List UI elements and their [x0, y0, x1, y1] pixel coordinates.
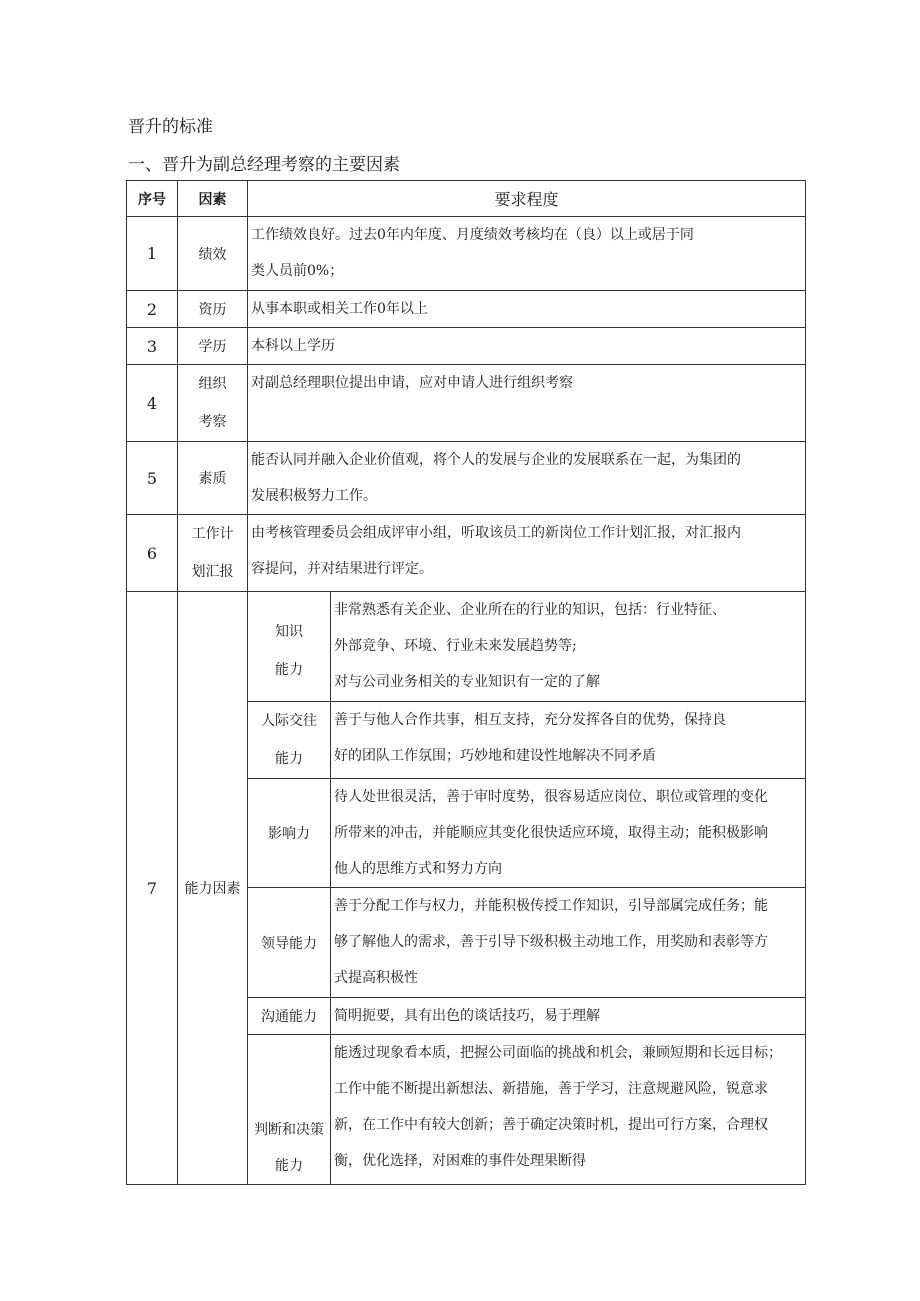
factor-line: 划汇报 [191, 564, 234, 580]
sub-factor [248, 888, 331, 998]
row-factor: 资历 [178, 291, 248, 328]
row-number: 7 [127, 592, 178, 1185]
sub-factor [248, 592, 331, 702]
sub-requirement [331, 779, 806, 888]
row-factor [178, 365, 248, 442]
sub-factor [248, 702, 331, 779]
row-number: 3 [127, 328, 178, 365]
sub-requirement [331, 888, 806, 998]
sub-factor-line: 能力 [275, 1158, 303, 1174]
section-heading: 一、晋升为副总经理考察的主要因素 [128, 155, 400, 175]
sub-requirement [331, 1035, 806, 1185]
requirement-line: 外部竞争、环境、行业未来发展趋势等; [334, 638, 577, 654]
sub-factor-line: 领导能力 [261, 935, 317, 952]
row-requirement [248, 442, 806, 515]
requirement-line: 所带来的冲击，并能顺应其变化很快适应环境，取得主动；能积极影响 [334, 825, 768, 841]
row-number: 1 [127, 217, 178, 291]
sub-factor-line: 人际交往 [261, 713, 317, 729]
requirement-line: 发展积极努力工作。 [251, 488, 377, 504]
requirement-line: 善于分配工作与权力，并能积极传授工作知识，引导部属完成任务；能 [334, 898, 768, 914]
row-factor: 能力因素 [178, 592, 248, 1185]
sub-requirement [331, 702, 806, 779]
row-requirement [248, 291, 806, 328]
sub-factor-line: 能力 [275, 751, 303, 767]
requirement-line: 容提问，并对结果进行评定。 [251, 561, 433, 577]
row-requirement [248, 217, 806, 291]
sub-factor-line: 能力 [275, 661, 303, 678]
table-row [127, 365, 806, 442]
row-number: 4 [127, 365, 178, 442]
sub-requirement [331, 592, 806, 702]
requirement-line: 能否认同并融入企业价值观，将个人的发展与企业的发展联系在一起，为集团的 [251, 452, 741, 468]
sub-factor-line: 影响力 [268, 826, 310, 842]
table-row [127, 291, 806, 328]
row-factor: 学历 [178, 328, 248, 365]
sub-factor [248, 1035, 331, 1185]
requirement-line: 工作绩效良好。过去0年内年度、月度绩效考核均在（良）以上或居于同 [251, 227, 694, 243]
requirement-line: 他人的思维方式和努力方向 [334, 861, 502, 877]
requirement-line: 能透过现象看本质，把握公司面临的挑战和机会，兼顾短期和长远目标； [334, 1045, 782, 1061]
header-no: 序号 [127, 181, 178, 217]
requirement-line: 新，在工作中有较大创新；善于确定决策时机，提出可行方案，合理权 [334, 1117, 768, 1133]
table-row [127, 328, 806, 365]
requirement-line: 本科以上学历 [251, 338, 335, 354]
table-row [127, 217, 806, 291]
header-factor: 因素 [178, 181, 248, 217]
sub-factor [248, 998, 331, 1035]
sub-factor-line: 知识 [275, 623, 303, 640]
table-row [127, 592, 806, 702]
row-number: 5 [127, 442, 178, 515]
header-requirement: 要求程度 [248, 181, 806, 217]
row-factor: 素质 [178, 442, 248, 515]
requirement-line: 待人处世很灵活，善于审时度势，很容易适应岗位、职位或管理的变化 [334, 789, 768, 805]
requirement-line: 式提高积极性 [334, 970, 418, 986]
requirement-line: 工作中能不断提出新想法、新措施，善于学习，注意规避风险，锐意求 [334, 1081, 768, 1097]
requirement-line: 好的团队工作氛围；巧妙地和建设性地解决不同矛盾 [334, 748, 656, 764]
table-row [127, 515, 806, 592]
page-title: 晋升的标准 [128, 117, 213, 137]
sub-factor-line: 判断和决策 [254, 1122, 324, 1138]
row-requirement [248, 365, 806, 442]
requirement-line: 非常熟悉有关企业、企业所在的行业的知识，包括：行业特征、 [334, 602, 726, 618]
sub-factor [248, 779, 331, 888]
requirement-line: 从事本职或相关工作0年以上 [251, 301, 428, 317]
requirement-line: 简明扼要，具有出色的谈话技巧，易于理解 [334, 1008, 600, 1024]
factor-line: 考察 [198, 414, 227, 430]
requirement-line: 够了解他人的需求，善于引导下级积极主动地工作，用奖励和表彰等方 [334, 934, 768, 950]
factor-line: 工作计 [191, 526, 234, 542]
factor-line: 组织 [198, 376, 227, 392]
row-requirement [248, 328, 806, 365]
table-row [127, 442, 806, 515]
requirement-line: 由考核管理委员会组成评审小组，听取该员工的新岗位工作计划汇报，对汇报内 [251, 525, 741, 541]
requirement-line: 对与公司业务相关的专业知识有一定的了解 [334, 674, 600, 690]
row-number: 6 [127, 515, 178, 592]
row-number: 2 [127, 291, 178, 328]
sub-requirement [331, 998, 806, 1035]
row-factor: 绩效 [178, 217, 248, 291]
requirement-line: 对副总经理职位提出申请，应对申请人进行组织考察 [251, 375, 573, 391]
requirements-table [126, 180, 806, 1185]
requirement-line: 衡，优化选择，对困难的事件处理果断得 [334, 1153, 586, 1169]
sub-factor-line: 沟通能力 [261, 1009, 317, 1025]
row-factor [178, 515, 248, 592]
row-requirement [248, 515, 806, 592]
table-header-row [127, 181, 806, 217]
requirement-line: 类人员前0%； [251, 263, 344, 279]
requirement-line: 善于与他人合作共事，相互支持，充分发挥各自的优势，保持良 [334, 712, 726, 728]
